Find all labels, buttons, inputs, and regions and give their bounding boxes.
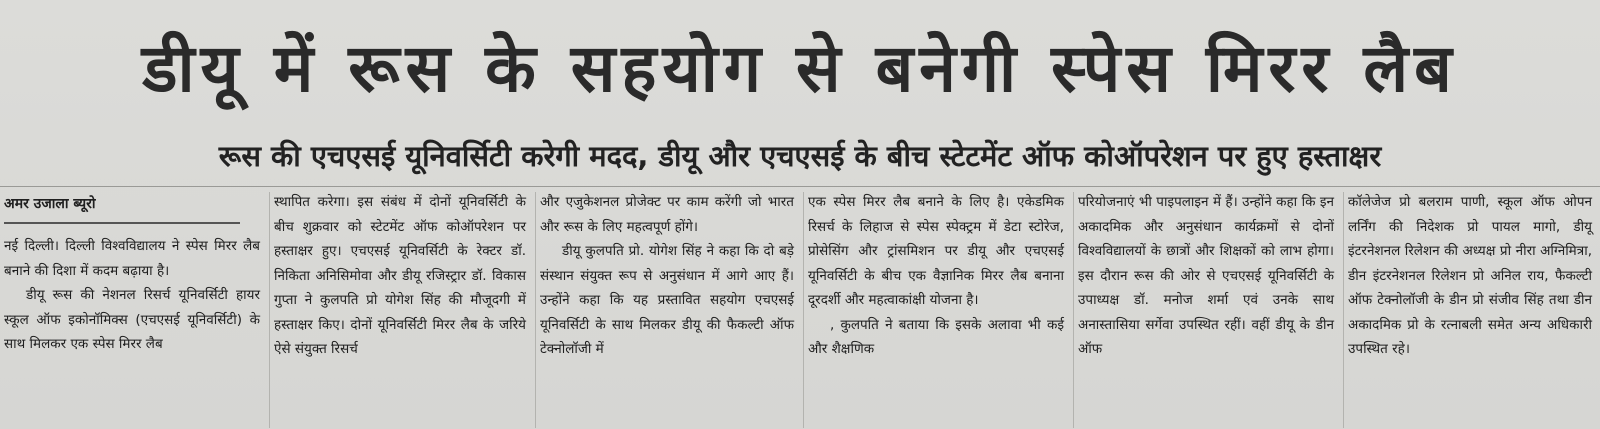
article-column-3 bbox=[540, 190, 800, 429]
column-paragraph: स्थापित करेगा। इस संबंध में दोनों यूनिवर्सिटी के बीच शुक्रवार को स्टेटमेंट ऑफ कोऑपरेशन पर हस्ताक्षर हुए। एचएसई यूनिवर्सिटी के रेक्टर डॉ. निकिता अनिसिमोवा और डीयू रजिस्ट्रार डॉ. विकास गुप्ता ने कुलपति प्रो योगेश सिंह की मौजूदगी में हस्ताक्षर किए। दोनों यूनिवर्सिटी मिरर लैब के जरिये ऐसे संयुक्त रिसर्च bbox=[274, 194, 526, 357]
article-column-1 bbox=[4, 190, 266, 429]
article-column-6 bbox=[1348, 190, 1598, 429]
divider-rule bbox=[0, 186, 1600, 187]
column-divider bbox=[1073, 192, 1074, 428]
article-body bbox=[0, 190, 1600, 429]
column-paragraph: , कुलपति ने बताया कि इसके अलावा भी कई और शैक्षणिक bbox=[808, 316, 1064, 357]
column-divider bbox=[1343, 192, 1344, 428]
column-divider bbox=[535, 192, 536, 428]
column-divider bbox=[269, 192, 270, 428]
headline: डीयू में रूस के सहयोग से बनेगी स्पेस मिरर लैब bbox=[142, 29, 1458, 107]
byline: अमर उजाला ब्यूरो bbox=[4, 190, 240, 224]
column-paragraph: डीयू कुलपति प्रो. योगेश सिंह ने कहा कि दो बड़े संस्थान संयुक्त रूप से अनुसंधान में आगे आए हैं। उन्होंने कहा कि यह प्रस्तावित सहयोग एचएसई यूनिवर्सिटी के साथ मिलकर डीयू की फैकल्टी ऑफ टेक्नोलॉजी में bbox=[540, 243, 794, 357]
column-divider bbox=[803, 192, 804, 428]
column-paragraph: एक स्पेस मिरर लैब बनाने के लिए है। एकेडमिक रिसर्च के लिहाज से स्पेस स्पेक्ट्रम में डेटा स्टोरेज, प्रोसेसिंग और ट्रांसमिशन पर डीयू और एचएसई यूनिवर्सिटी के बीच एक वैज्ञानिक मिरर लैब बनाना दूरदर्शी और महत्वाकांक्षी योजना है। bbox=[808, 194, 1064, 308]
column-paragraph: डीयू रूस की नेशनल रिसर्च यूनिवर्सिटी हायर स्कूल ऑफ इकोनॉमिक्स (एचएसई यूनिवर्सिटी) के साथ मिलकर एक स्पेस मिरर लैब bbox=[4, 287, 260, 352]
column-paragraph: कॉलेजेज प्रो बलराम पाणी, स्कूल ऑफ ओपन लर्निंग की निदेशक प्रो पायल मागो, डीयू इंटरनेशनल रिलेशन की अध्यक्ष प्रो नीरा अग्निमित्रा, डीन इंटरनेशनल रिलेशन प्रो अनिल राय, फैकल्टी ऑफ टेक्नोलॉजी के डीन प्रो संजीव सिंह तथा डीन अकादमिक प्रो के रत्नाबली समेत अन्य अधिकारी उपस्थित रहे। bbox=[1348, 194, 1592, 357]
column-paragraph: और एजुकेशनल प्रोजेक्ट पर काम करेंगी जो भारत और रूस के लिए महत्वपूर्ण होंगे। bbox=[540, 194, 794, 235]
article-column-2 bbox=[274, 190, 532, 429]
article-column-4 bbox=[808, 190, 1070, 429]
column-paragraph: नई दिल्ली। दिल्ली विश्वविद्यालय ने स्पेस मिरर लैब बनाने की दिशा में कदम बढ़ाया है। bbox=[4, 238, 260, 279]
subheadline: रूस की एचएसई यूनिवर्सिटी करेगी मदद, डीयू और एचएसई के बीच स्टेटमेंट ऑफ कोऑपरेशन पर हुए हस्ताक्षर bbox=[218, 138, 1382, 173]
column-paragraph: परियोजनाएं भी पाइपलाइन में हैं। उन्होंने कहा कि इन अकादमिक और अनुसंधान कार्यक्रमों से दोनों विश्वविद्यालयों के छात्रों और शिक्षकों को लाभ होगा। इस दौरान रूस की ओर से एचएसई यूनिवर्सिटी के उपाध्यक्ष डॉ. मनोज शर्मा एवं उनके साथ अनास्तासिया सर्गेवा उपस्थित रहीं। वहीं डीयू के डीन ऑफ bbox=[1078, 194, 1334, 357]
article-column-5 bbox=[1078, 190, 1340, 429]
